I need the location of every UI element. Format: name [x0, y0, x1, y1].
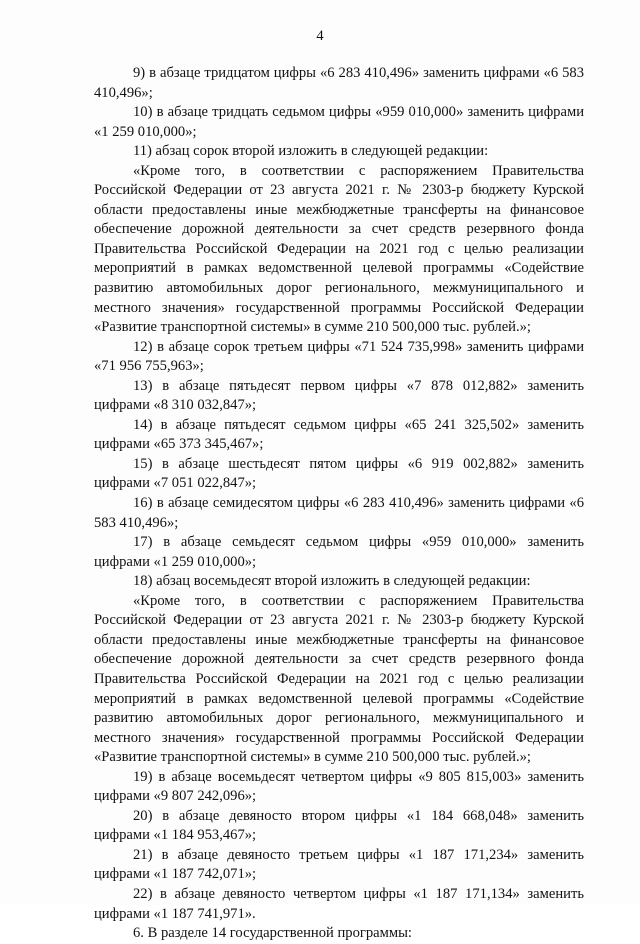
section-heading-6: 6. В разделе 14 государственной программы: [133, 925, 412, 942]
paragraph-item-15: 15) в абзаце шестьдесят пятом цифры «6 919 002,882» заменить цифрами «7 051 022,847»; [94, 455, 584, 492]
paragraph-item-12: 12) в абзаце сорок третьем цифры «71 524 735,998» заменить цифрами «71 956 755,963»; [94, 338, 584, 375]
paragraph-item-19: 19) в абзаце восемьдесят четвертом цифры «9 805 815,003» заменить цифрами «9 807 242,096»; [94, 768, 584, 805]
quoted-paragraph: «Кроме того, в соответствии с распоряжением Правительства Российской Федерации от 23 августа 2021 г. № 2303-р бюджету Курской области предоставлены иные межбюджетные трансферты на финансовое обеспечение дорожной деятельности за счет средств резервного фонда Правительства Российской Федерации на 2021 год с целью реализации мероприятий в рамках ведомственной целевой программы «Содействие развитию автомобильных дорог регионального, межмуниципального и местного значения» государственной программы Российской Федерации «Развитие транспортной системы» в сумме 210 500,000 тыс. рублей.»; [94, 592, 584, 766]
paragraph-item-22: 22) в абзаце девяносто четвертом цифры «1 187 171,134» заменить цифрами «1 187 741,971». [94, 885, 584, 922]
page-number: 4 [316, 28, 324, 44]
paragraph-item-9: 9) в абзаце тридцатом цифры «6 283 410,496» заменить цифрами «6 583 410,496»; [94, 65, 584, 101]
paragraph-item-21: 21) в абзаце девяносто третьем цифры «1 187 171,234» заменить цифрами «1 187 742,071»; [94, 846, 584, 883]
paragraph-item-17: 17) в абзаце семьдесят седьмом цифры «959 010,000» заменить цифрами «1 259 010,000»; [94, 534, 584, 570]
paragraph-item-10: 10) в абзаце тридцать седьмом цифры «959 010,000» заменить цифрами «1 259 010,000»; [94, 104, 584, 140]
document-body [94, 64, 584, 944]
paragraph-item-18: 18) абзац восемьдесят второй изложить в следующей редакции: [133, 573, 531, 590]
paragraph-item-16: 16) в абзаце семидесятом цифры «6 283 410,496» заменить цифрами «6 583 410,496»; [94, 495, 584, 531]
quoted-paragraph: «Кроме того, в соответствии с распоряжением Правительства Российской Федерации от 23 августа 2021 г. № 2303-р бюджету Курской области предоставлены иные межбюджетные трансферты на финансовое обеспечение дорожной деятельности за счет средств резервного фонда Правительства Российской Федерации на 2021 год с целью реализации мероприятий в рамках ведомственной целевой программы «Содействие развитию автомобильных дорог регионального, межмуниципального и местного значения» государственной программы Российской Федерации «Развитие транспортной системы» в сумме 210 500,000 тыс. рублей.»; [94, 162, 584, 336]
paragraph-item-14: 14) в абзаце пятьдесят седьмом цифры «65 241 325,502» заменить цифрами «65 373 345,467»; [94, 416, 584, 453]
paragraph-item-20: 20) в абзаце девяносто втором цифры «1 184 668,048» заменить цифрами «1 184 953,467»; [94, 807, 584, 844]
paragraph-item-11: 11) абзац сорок второй изложить в следующей редакции: [133, 143, 489, 160]
paragraph-item-13: 13) в абзаце пятьдесят первом цифры «7 878 012,882» заменить цифрами «8 310 032,847»; [94, 377, 584, 414]
